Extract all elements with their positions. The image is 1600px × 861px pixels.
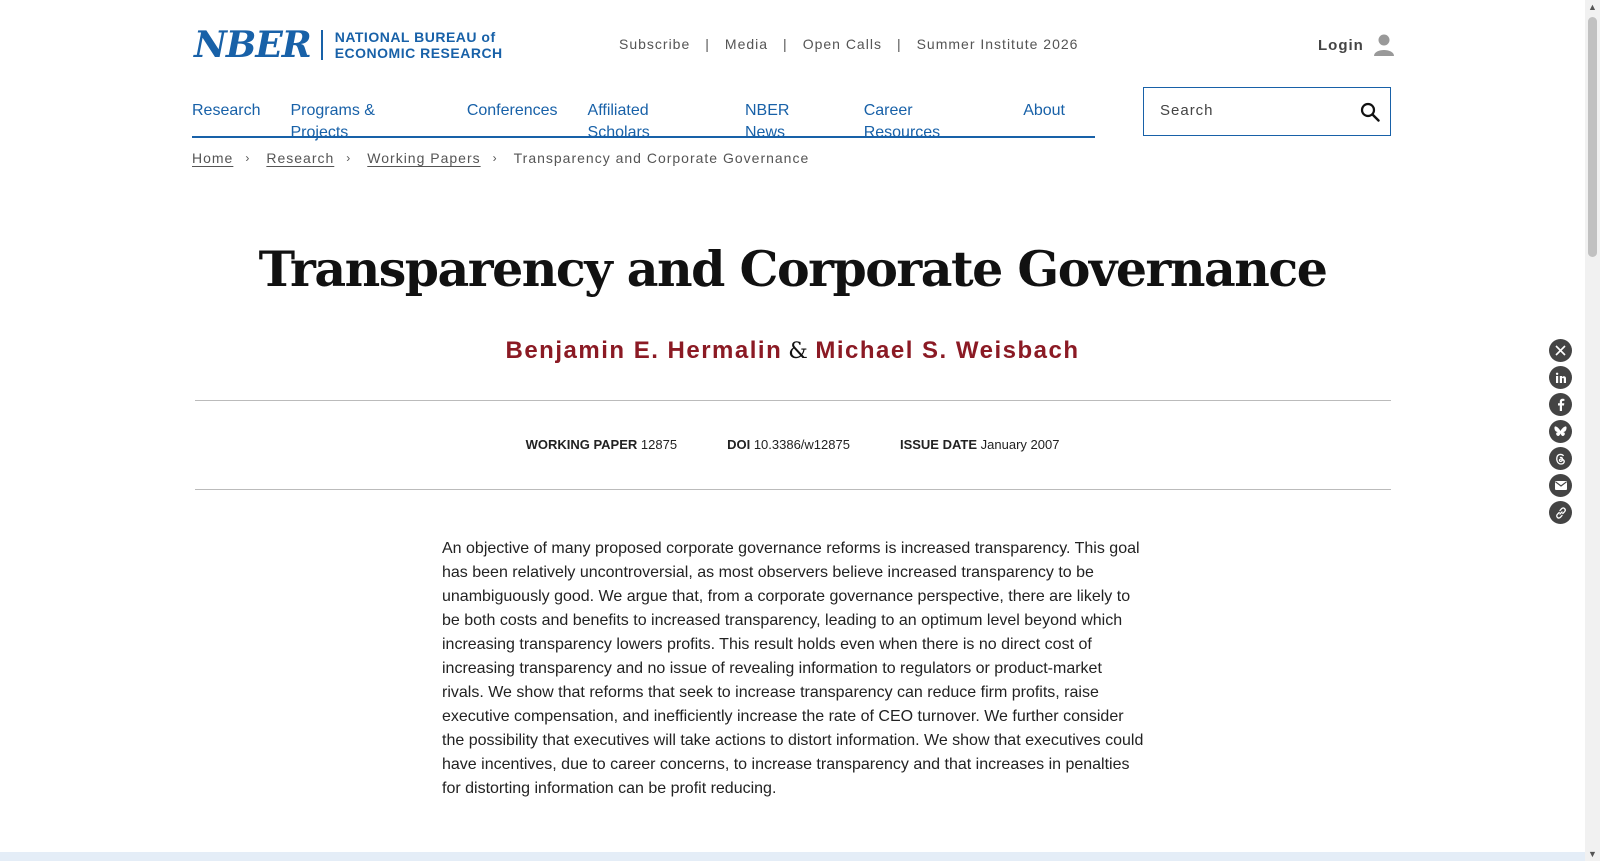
nav-programs-projects[interactable]: Programs & Projects bbox=[290, 102, 375, 141]
open-calls-link[interactable]: Open Calls bbox=[802, 36, 882, 52]
breadcrumb bbox=[192, 150, 809, 166]
meta-value: 12875 bbox=[640, 437, 678, 452]
separator: | bbox=[705, 36, 710, 52]
nber-logo[interactable] bbox=[194, 24, 503, 66]
search-box bbox=[1143, 87, 1391, 136]
user-icon bbox=[1374, 34, 1394, 56]
meta-label: ISSUE DATE bbox=[899, 437, 978, 452]
nav-research[interactable]: Research bbox=[192, 102, 261, 119]
scroll-down-icon[interactable]: ▼ bbox=[1588, 849, 1597, 859]
meta-value: January 2007 bbox=[980, 437, 1060, 452]
logo-line-1: NATIONAL BUREAU of bbox=[334, 29, 496, 45]
nav-nber-news[interactable]: NBER News bbox=[745, 102, 790, 141]
summer-institute-link[interactable]: Summer Institute 2026 bbox=[916, 36, 1079, 52]
threads-icon[interactable] bbox=[1549, 447, 1572, 470]
separator: | bbox=[896, 36, 902, 52]
meta-value: 10.3386/w12875 bbox=[753, 437, 850, 452]
logo-line-2: ECONOMIC RESEARCH bbox=[334, 45, 503, 61]
copy-link-icon[interactable] bbox=[1549, 501, 1572, 524]
main-nav bbox=[192, 100, 1095, 141]
nav-conferences[interactable]: Conferences bbox=[466, 102, 558, 119]
subscribe-link[interactable]: Subscribe bbox=[619, 36, 691, 52]
linkedin-icon[interactable] bbox=[1549, 366, 1572, 389]
logo-divider bbox=[321, 30, 323, 60]
chevron-right-icon: › bbox=[245, 151, 251, 165]
author-list bbox=[0, 337, 1585, 365]
working-paper-number bbox=[526, 437, 678, 452]
scroll-up-icon[interactable]: ▲ bbox=[1588, 2, 1597, 12]
meta-label: DOI bbox=[727, 437, 751, 452]
logo-mark: NBER bbox=[194, 24, 311, 66]
media-link[interactable]: Media bbox=[724, 36, 769, 52]
meta-label: WORKING PAPER bbox=[525, 437, 638, 452]
chevron-right-icon: › bbox=[346, 151, 352, 165]
issue-date bbox=[900, 437, 1059, 452]
scrollbar-thumb[interactable] bbox=[1588, 17, 1597, 257]
search-input[interactable] bbox=[1158, 101, 1357, 120]
login-button[interactable] bbox=[1318, 34, 1394, 56]
search-icon[interactable] bbox=[1360, 102, 1380, 122]
logo-text bbox=[335, 29, 503, 61]
chevron-right-icon: › bbox=[492, 151, 498, 165]
doi bbox=[727, 437, 850, 452]
breadcrumb-working-papers[interactable]: Working Papers bbox=[367, 150, 481, 166]
abstract: An objective of many proposed corporate governance reforms is increased transparency. This goal has been relatively uncontroversial, as most observers believe increased transparency to be unambiguously good. We argue that, from a corporate governance perspective, there are likely to be both costs and benefits to increased transparency, leading to an optimum level beyond which increasing transparency lowers profits. This result holds even when there is no direct cost of increasing transparency and no issue of revealing information to regulators or product-market rivals. We show that reforms that seek to increase transparency can reduce firm profits, raise executive compensation, and inefficiently increase the rate of CEO turnover. We further consider the possibility that executives will take actions to distort information. We show that executives could have incentives, due to career concerns, to increase transparency and that increases in penalties for distorting information can be profit reducing. bbox=[442, 540, 1144, 797]
footer-band bbox=[0, 852, 1585, 861]
x-icon[interactable] bbox=[1549, 339, 1572, 362]
share-bar bbox=[1549, 339, 1572, 528]
author-link[interactable]: Michael S. Weisbach bbox=[815, 337, 1080, 364]
login-label: Login bbox=[1318, 36, 1364, 54]
breadcrumb-current: Transparency and Corporate Governance bbox=[513, 150, 810, 166]
author-separator: & bbox=[788, 339, 810, 364]
nav-about[interactable]: About bbox=[1023, 102, 1065, 119]
divider bbox=[195, 400, 1391, 401]
breadcrumb-research[interactable]: Research bbox=[266, 150, 335, 166]
nav-career-resources[interactable]: Career Resources bbox=[863, 102, 941, 141]
utility-nav bbox=[619, 36, 1078, 52]
breadcrumb-home[interactable]: Home bbox=[192, 150, 234, 166]
nav-affiliated-scholars[interactable]: Affiliated Scholars bbox=[587, 102, 650, 141]
author-link[interactable]: Benjamin E. Hermalin bbox=[505, 337, 783, 364]
page-scrollbar[interactable] bbox=[1585, 0, 1600, 861]
email-icon[interactable] bbox=[1549, 474, 1572, 497]
page-title: Transparency and Corporate Governance bbox=[258, 240, 1327, 298]
bluesky-icon[interactable] bbox=[1549, 420, 1572, 443]
facebook-icon[interactable] bbox=[1549, 393, 1572, 416]
paper-metadata bbox=[0, 437, 1585, 452]
divider bbox=[195, 489, 1391, 490]
separator: | bbox=[783, 36, 788, 52]
